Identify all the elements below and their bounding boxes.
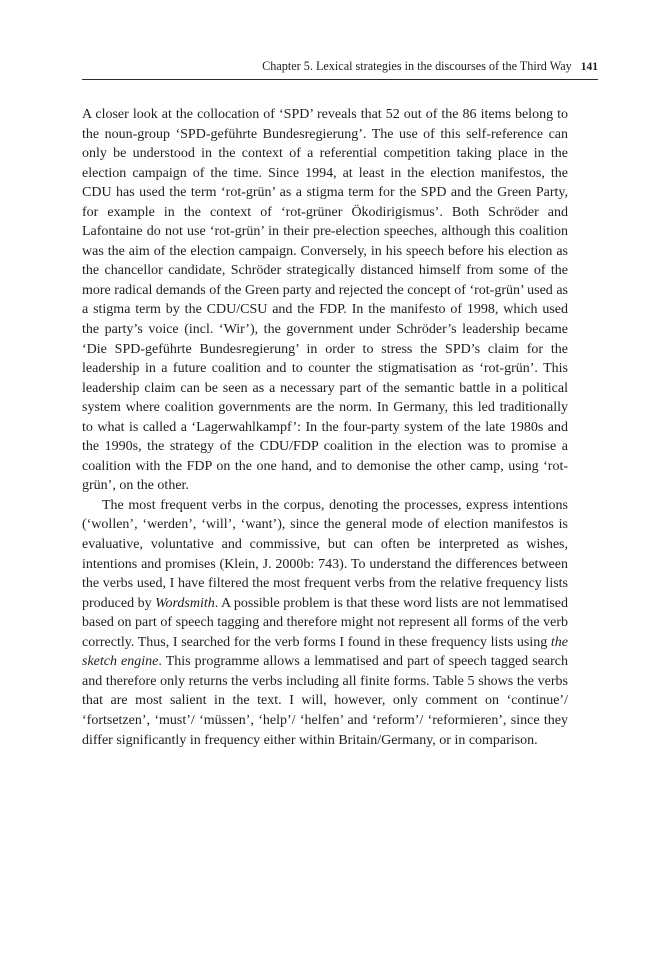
paragraph-text: The most frequent verbs in the corpus, denoting the processes, express intentions (‘wollen’, ‘werden’, ‘will’, ‘want’), since the general mode of election manifestos is evaluative, voluntative and commissive, but can often be interpreted as wishes, intentions and promises (Klein, J. 2000b: 743). To understand the differences between the verbs used, I have filtered the most frequent verbs from the relative frequency lists produced by [82, 497, 568, 611]
running-title: Chapter 5. Lexical strategies in the discourses of the Third Way [262, 59, 572, 73]
software-name: the sketch engine [82, 634, 568, 670]
software-name: Wordsmith [155, 595, 215, 611]
paragraph-text: . This programme allows a lemmatised and part of speech tagged search and therefore only returns the verbs including all finite forms. Table 5 shows the verbs that are most salient in the text. I will, however, only comment on ‘continue’/ ‘fortsetzen’, ‘must’/ ‘müssen’, ‘help’/ ‘helfen’ and ‘reform’/ ‘reformieren’, since they differ significantly in frequency either within Britain/Germany, or in comparison. [82, 654, 568, 748]
paragraph-text: A closer look at the collocation of ‘SPD’ reveals that 52 out of the 86 items belong to the noun-group ‘SPD-geführte Bundesregierung’. The use of this self-reference can only be understood in the context of a referential competition taking place in the election campaign of the time. Since 1994, at least in the election manifestos, the CDU has used the term ‘rot-grün’ as a stigma term for the SPD and the Green Party, for example in the context of ‘rot-grüner Ökodirigismus’. Both Schröder and Lafontaine do not use ‘rot-grün’ in their pre-election speeches, although this coalition was the aim of the election campaign. Conversely, in his speech before his election as the chancellor candidate, Schröder strategically distanced himself from some of the more radical demands of the Green party and rejected the concept of ‘rot-grün’ used as a stigma term by the CDU/CSU and the FDP. In the manifesto of 1998, which used the party’s voice (incl. ‘Wir’), the government under Schröder’s leadership became ‘Die SPD-geführte Bundesregierung’ in order to stress the SPD’s claim for the leadership in a future coalition and to counter the stigmatisation as ‘rot-grün’. This leadership claim can be seen as a necessary part of the semantic battle in a political system where coalition governments are the norm. In Germany, this led traditionally to what is called a ‘Lagerwahlkampf’: In the four-party system of the late 1980s and the 1990s, the strategy of the CDU/FDP coalition in the election was to promise a coalition with the FDP on the one hand, and to demonise the other camp, using ‘rot-grün’, on the other. [82, 107, 568, 494]
paragraph [82, 496, 568, 750]
paragraph [82, 105, 568, 496]
paragraph-text: . A possible problem is that these word lists are not lemmatised based on part of speech tagging and therefore might not represent all forms of the verb correctly. Thus, I searched for the verb forms I found in these frequency lists using [82, 595, 569, 650]
body-text [82, 105, 568, 750]
running-header [82, 57, 598, 80]
page-number: 141 [580, 61, 598, 73]
